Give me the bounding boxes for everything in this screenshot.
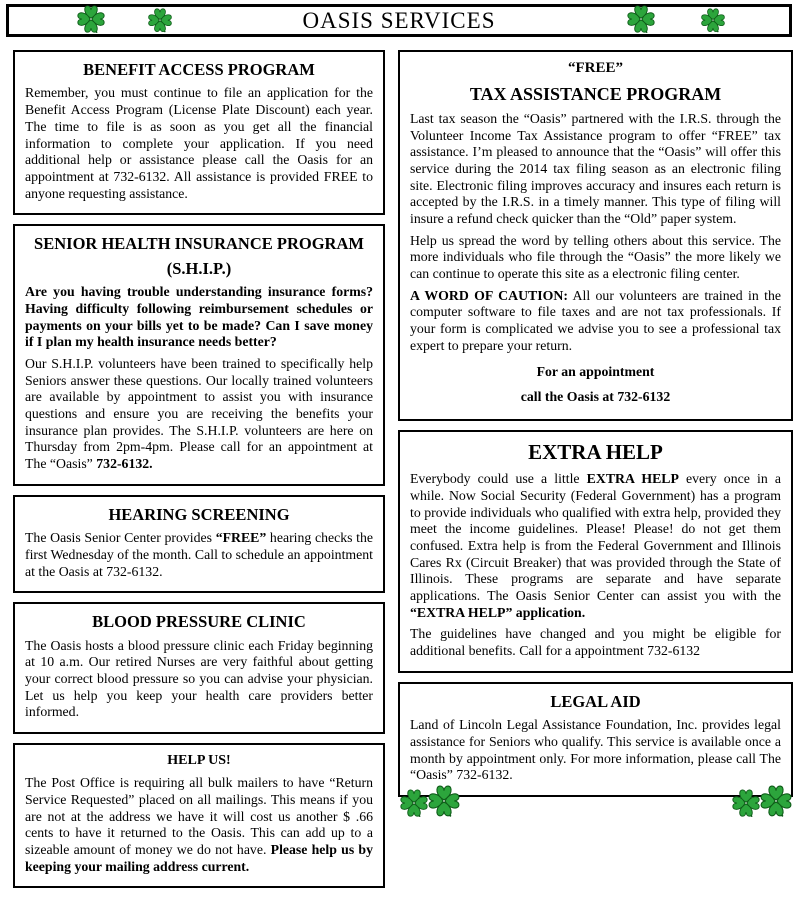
text-run: The guidelines have changed and you might be eligible for additional benefits. Call for a appointment 732-6132 [410,626,781,659]
section-extra-help-paragraph [410,471,781,621]
text-run: Last tax season the “Oasis” partnered with the I.R.S. through the Volunteer Income Tax Assistance program to offer “FREE” tax assistance. I’m pleased to announce that the “Oasis” will offer this service during the 2014 tax filing season as an electronic filing site. Electronic filing improves accuracy and insures each return is accepted by the I.R.S. in a timely manner. This type of filing will insure a refund check quicker than the “Old” paper system. [410,110,781,227]
section-hearing-screening-paragraph [25,530,373,580]
text-run: Land of Lincoln Legal Assistance Foundation, Inc. provides legal assistance for Seniors who qualify. This service is available once a month by appointment only. For more information, please call The “Oasis” 732-6132. [410,717,781,783]
section-blood-pressure-clinic-paragraph [25,638,373,721]
section-extra-help [398,430,793,673]
section-benefit-access-program [13,50,385,215]
section-help-us [13,743,385,888]
text-run: “FREE” [215,530,267,546]
section-benefit-access-program-title: BENEFIT ACCESS PROGRAM [83,60,315,79]
clover-icon [427,785,461,819]
clover-icon [76,5,106,35]
section-legal-aid-title: LEGAL AID [550,691,641,711]
page-title: OASIS SERVICES [302,7,496,33]
left-column [13,50,385,897]
section-help-us-paragraph [25,775,373,875]
section-legal-aid-paragraph [410,717,781,784]
section-senior-health-insurance-program-title: SENIOR HEALTH INSURANCE PROGRAM [34,234,364,254]
section-senior-health-insurance-program [13,224,385,485]
text-run: A WORD OF CAUTION: [410,287,568,303]
text-run: Remember, you must continue to file an application for the Benefit Access Program (License Plate Discount) each year. The time to file is as soon as you get all the financial information to complete your application. If you need additional help or assistance please call the Oasis for an appointment at 732-6132. All assistance is provided FREE to anyone requesting assistance. [25,85,373,201]
text-run: Are you having trouble understanding insurance forms? Having difficulty following reimbursement schedules or payments on your bills yet to be made? Can I save money if I plan my health insurance needs better? [25,284,373,350]
clover-icon [147,8,173,34]
section-hearing-screening [13,495,385,594]
text-run: Everybody could use a little [410,471,587,487]
text-run: Our S.H.I.P. volunteers have been trained to specifically help Seniors answer these questions. Our locally trained volunteers are available by appointment to assist you with insurance questions and ensure you are receiving the benefits your insurance plan provides. The S.H.I.P. volunteers are here on Thursday from 2pm-4pm. Please call for an appointment at The “Oasis” [25,355,373,471]
clover-icon [399,789,429,819]
clover-icon [759,785,793,819]
text-run: For an appointment [536,363,655,379]
text-run: All our volunteers are trained in the computer software to file taxes and are not tax professionals. If your form is complicated we advise you to see a professional tax expert to prepare your return. [410,287,781,353]
text-run: The Oasis Senior Center provides [25,530,216,546]
section-benefit-access-program-paragraph [25,85,373,202]
clover-icon [731,789,761,819]
section-tax-assistance-program-paragraph [410,111,781,228]
clover-icon [700,8,726,34]
section-tax-assistance-program-paragraph [410,389,781,406]
text-run: 732-6132. [96,456,153,471]
section-blood-pressure-clinic [13,602,385,734]
page-header [6,4,792,37]
section-tax-assistance-program-paragraph [410,233,781,283]
section-hearing-screening-title: HEARING SCREENING [108,504,290,524]
section-tax-assistance-program-title: TAX ASSISTANCE PROGRAM [469,83,722,104]
section-tax-assistance-program [398,50,793,421]
clover-icon [626,5,656,35]
text-run: Help us spread the word by telling others about this service. The more individuals who file through the “Oasis” the more likely we can continue to operate this site as a electronic filing center. [410,232,781,282]
section-senior-health-insurance-program-paragraph [25,284,373,351]
text-run: call the Oasis at 732-6132 [520,389,671,405]
section-legal-aid [398,682,793,797]
section-tax-assistance-program-paragraph [410,364,781,381]
section-extra-help-title: EXTRA HELP [528,439,663,464]
text-run: The Post Office is requiring all bulk mailers to have “Return Service Requested” placed on all mailings. This means if you are not at the address we have it will cost us another $ .66 cents to have it returned to the Oasis. This can add up to a sizeable amount of money we do not have. [25,775,373,857]
section-senior-health-insurance-program-title: (S.H.I.P.) [166,258,232,278]
section-tax-assistance-program-paragraph [410,288,781,355]
text-run: every once in a while. Now Social Security (Federal Government) has a program to provide individuals who qualified with extra help, provided they meet the income guidelines. Please! Please! do not get them confused. Extra help is from the Federal Government and Illinois Cares Rx (Circuit Breaker) that was provided through the State of Illinois. These programs are separate and have separate applications. The Oasis Senior Center can assist you with the [410,471,781,603]
text-run: The Oasis hosts a blood pressure clinic each Friday beginning at 10 a.m. Our retired Nurses are very faithful about getting your correct blood pressure so you can advise your physician. Let us help you keep your health care providers better informed. [25,637,373,720]
text-run: Please help us by keeping your mailing address current. [25,842,373,874]
text-run: “EXTRA HELP” application. [410,604,586,620]
section-extra-help-paragraph [410,626,781,659]
section-senior-health-insurance-program-paragraph [25,356,373,473]
section-tax-assistance-program-title: “FREE” [567,60,623,76]
text-run: hearing checks the first Wednesday of the month. Call to schedule an appointment at the Oasis at 732-6132. [25,530,373,579]
right-column [398,50,793,806]
section-help-us-title: HELP US! [167,753,231,769]
text-run: EXTRA HELP [586,471,679,487]
section-blood-pressure-clinic-title: BLOOD PRESSURE CLINIC [92,612,306,632]
